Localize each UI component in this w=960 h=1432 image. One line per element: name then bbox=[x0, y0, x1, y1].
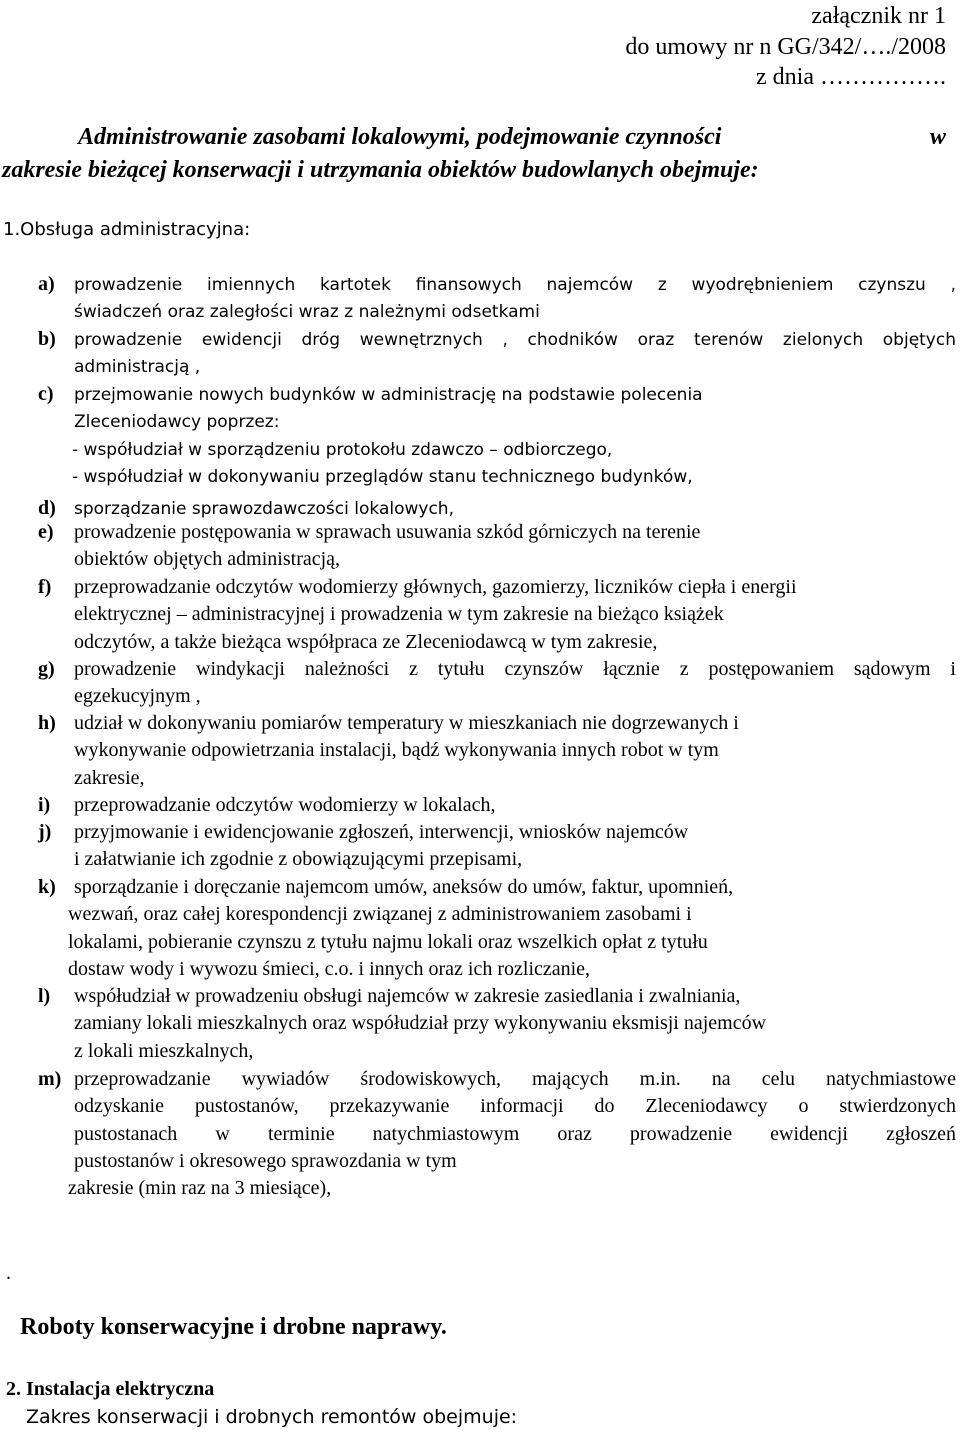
item-text-line: wezwań, oraz całej korespondencji związanej z administrowaniem zasobami i bbox=[68, 903, 692, 926]
item-label: l) bbox=[38, 985, 51, 1007]
item-label: a) bbox=[38, 273, 55, 295]
item-text-line: prowadzenie ewidencji dróg wewnętrznych , chodników oraz terenów zielonych objętych bbox=[74, 330, 956, 350]
item-text-line: odczytów, a także bieżąca współpraca ze Zleceniodawcą w tym zakresie, bbox=[74, 630, 658, 653]
item-label: h) bbox=[38, 712, 56, 734]
item-text-line: egzekucyjnym , bbox=[74, 685, 201, 708]
electrical-scope-text: Zakres konserwacji i drobnych remontów obejmuje: bbox=[26, 1406, 518, 1428]
item-text-line: sporządzanie sprawozdawczości lokalowych, bbox=[74, 499, 454, 519]
item-label: d) bbox=[38, 497, 56, 519]
item-text-line: zakresie, bbox=[74, 766, 145, 789]
item-text-line: przyjmowanie i ewidencjowanie zgłoszeń, interwencji, wniosków najemców bbox=[74, 821, 689, 843]
item-label: b) bbox=[38, 328, 56, 350]
item-label: g) bbox=[38, 658, 55, 680]
item-label: f) bbox=[38, 576, 52, 598]
item-label: j) bbox=[38, 821, 52, 843]
item-text-line: obiektów objętych administracją, bbox=[74, 548, 341, 571]
item-text-line: sporządzanie i doręczanie najemcom umów, aneksów do umów, faktur, upomnień, bbox=[74, 876, 734, 898]
item-text-line: przeprowadzanie odczytów wodomierzy głównych, gazomierzy, liczników ciepła i energii bbox=[74, 576, 797, 598]
item-text-line: odzyskanie pustostanów, przekazywanie informacji do Zleceniodawcy o stwierdzonych bbox=[74, 1095, 956, 1118]
item-text-line: świadczeń oraz zaległości wraz z należnymi odsetkami bbox=[74, 302, 540, 323]
item-text-line: prowadzenie postępowania w sprawach usuwania szkód górniczych na terenie bbox=[74, 521, 701, 543]
item-text-line: pustostanów i okresowego sprawozdania w tym bbox=[74, 1149, 457, 1172]
item-text-line: - współudział w dokonywaniu przeglądów stanu technicznego budynków, bbox=[72, 466, 693, 487]
document-title-line1: Administrowanie zasobami lokalowymi, podejmowanie czynności bbox=[78, 124, 722, 150]
item-text-line: przejmowanie nowych budynków w administrację na podstawie polecenia bbox=[74, 385, 703, 405]
item-text-line: przeprowadzanie odczytów wodomierzy w lokalach, bbox=[74, 794, 496, 816]
contract-date: z dnia ……………. bbox=[756, 64, 946, 90]
item-label: e) bbox=[38, 521, 54, 543]
item-label: i) bbox=[38, 794, 51, 816]
document-title-line2: zakresie bieżącej konserwacji i utrzymania obiektów budowlanych obejmuje: bbox=[2, 157, 759, 183]
item-text-line: zakresie (min raz na 3 miesiące), bbox=[68, 1177, 332, 1200]
attachment-label: załącznik nr 1 bbox=[811, 3, 946, 29]
section-heading-maintenance: Roboty konserwacyjne i drobne naprawy. bbox=[20, 1314, 447, 1340]
item-text-line: - współudział w sporządzeniu protokołu zdawczo – odbiorczego, bbox=[72, 439, 613, 460]
item-text-line: elektrycznej – administracyjnej i prowadzenia w tym zakresie na bieżąco książek bbox=[74, 603, 724, 626]
item-text-line: zamiany lokali mieszkalnych oraz współudział przy wykonywaniu eksmisji najemców bbox=[74, 1012, 767, 1035]
stray-dot: . bbox=[6, 1262, 11, 1284]
item-text-line: i załatwianie ich zgodnie z obowiązującymi przepisami, bbox=[74, 848, 523, 871]
item-label: m) bbox=[38, 1068, 62, 1090]
item-text-line: udział w dokonywaniu pomiarów temperatury w mieszkaniach nie dogrzewanych i bbox=[74, 712, 739, 734]
item-text-line: administracją , bbox=[74, 357, 201, 378]
document-title-line1-end: w bbox=[929, 124, 946, 150]
item-text-line: prowadzenie windykacji należności z tytułu czynszów łącznie z postępowaniem sądowym i bbox=[74, 658, 956, 680]
item-text-line: współudział w prowadzeniu obsługi najemców w zakresie zasiedlania i zwalniania, bbox=[74, 985, 741, 1007]
item-text-line: z lokali mieszkalnych, bbox=[74, 1039, 254, 1062]
item-text-line: pustostanach w terminie natychmiastowym oraz prowadzenie ewidencji zgłoszeń bbox=[74, 1122, 956, 1145]
item-text-line: dostaw wody i wywozu śmieci, c.o. i innych oraz ich rozliczanie, bbox=[68, 957, 591, 980]
item-text-line: prowadzenie imiennych kartotek finansowych najemców z wyodrębnieniem czynszu , bbox=[74, 275, 956, 295]
item-text-line: lokalami, pobieranie czynszu z tytułu najmu lokali oraz wszelkich opłat z tytułu bbox=[68, 930, 708, 953]
item-label: k) bbox=[38, 876, 56, 898]
section-heading-administration: 1.Obsługa administracyjna: bbox=[3, 219, 251, 240]
item-text-line: wykonywanie odpowietrzania instalacji, bądź wykonywania innych robot w tym bbox=[74, 739, 719, 762]
section-heading-electrical: 2. Instalacja elektryczna bbox=[6, 1378, 215, 1400]
item-text-line: przeprowadzanie wywiadów środowiskowych, mających m.in. na celu natychmiastowe bbox=[74, 1068, 956, 1090]
item-label: c) bbox=[38, 383, 54, 405]
contract-number: do umowy nr n GG/342/…./2008 bbox=[625, 34, 946, 60]
item-text-line: Zleceniodawcy poprzez: bbox=[74, 412, 280, 433]
